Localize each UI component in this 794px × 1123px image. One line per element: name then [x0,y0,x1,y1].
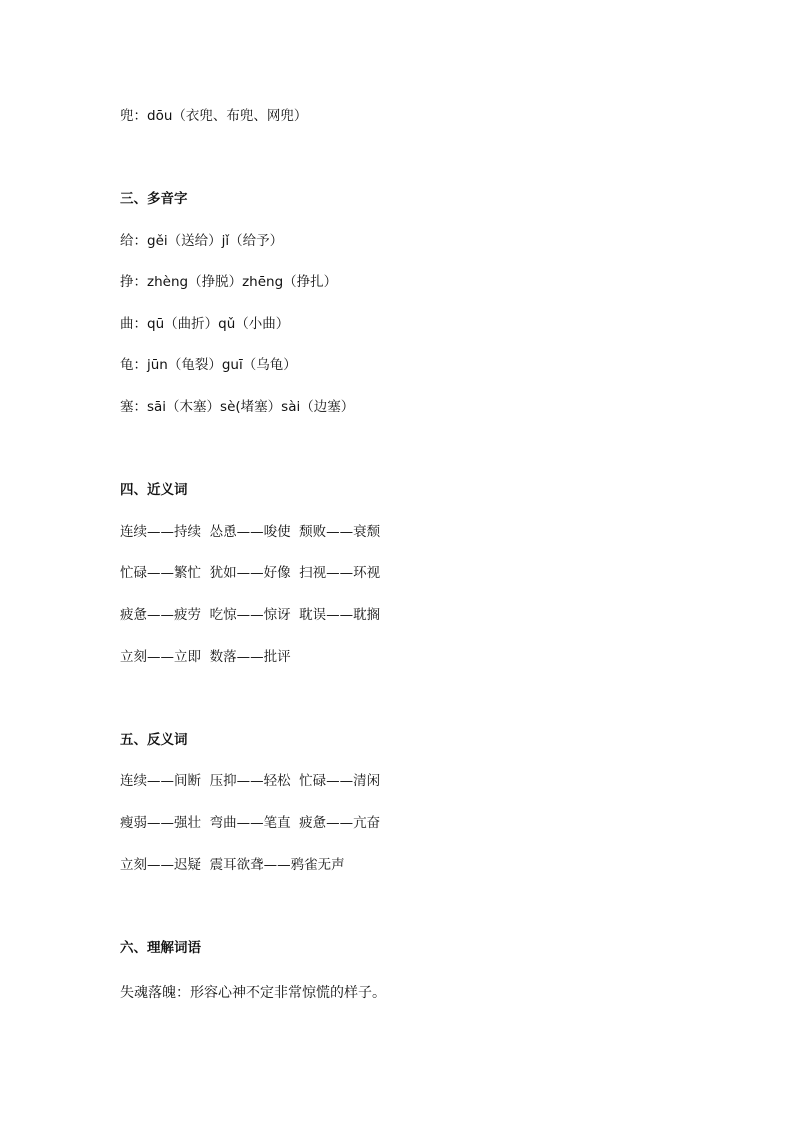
polyphone-item: 挣：zhèng（挣脱）zhēng（挣扎） [120,274,338,290]
section-title-word-meaning: 六、理解词语 [120,940,201,956]
polyphone-item: 龟：jūn（龟裂）guī（乌龟） [120,357,297,373]
synonym-row: 疲惫——疲劳 吃惊——惊讶 耽误——耽搁 [120,607,381,623]
antonym-row: 瘦弱——强壮 弯曲——笔直 疲惫——亢奋 [120,815,381,831]
antonym-row: 立刻——迟疑 震耳欲聋——鸦雀无声 [120,857,345,873]
polyphone-item: 给：gěi（送给）jǐ（给予） [120,233,284,249]
section-title-polyphones: 三、多音字 [120,191,188,207]
word-meaning-item: 失魂落魄：形容心神不定非常惊慌的样子。 [120,985,386,1001]
synonym-row: 立刻——立即 数落——批评 [120,649,291,665]
section-title-antonyms: 五、反义词 [120,732,188,748]
polyphone-item: 曲：qū（曲折）qǔ（小曲） [120,316,290,332]
synonym-row: 连续——持续 怂恿——唆使 颓败——衰颓 [120,524,381,540]
polyphone-item: 塞：sāi（木塞）sè(堵塞）sài（边塞） [120,399,355,415]
synonym-row: 忙碌——繁忙 犹如——好像 扫视——环视 [120,565,381,581]
section-title-synonyms: 四、近义词 [120,482,188,498]
polyphone-dou-line: 兜：dōu（衣兜、布兜、网兜） [120,108,308,124]
antonym-row: 连续——间断 压抑——轻松 忙碌——清闲 [120,773,381,789]
